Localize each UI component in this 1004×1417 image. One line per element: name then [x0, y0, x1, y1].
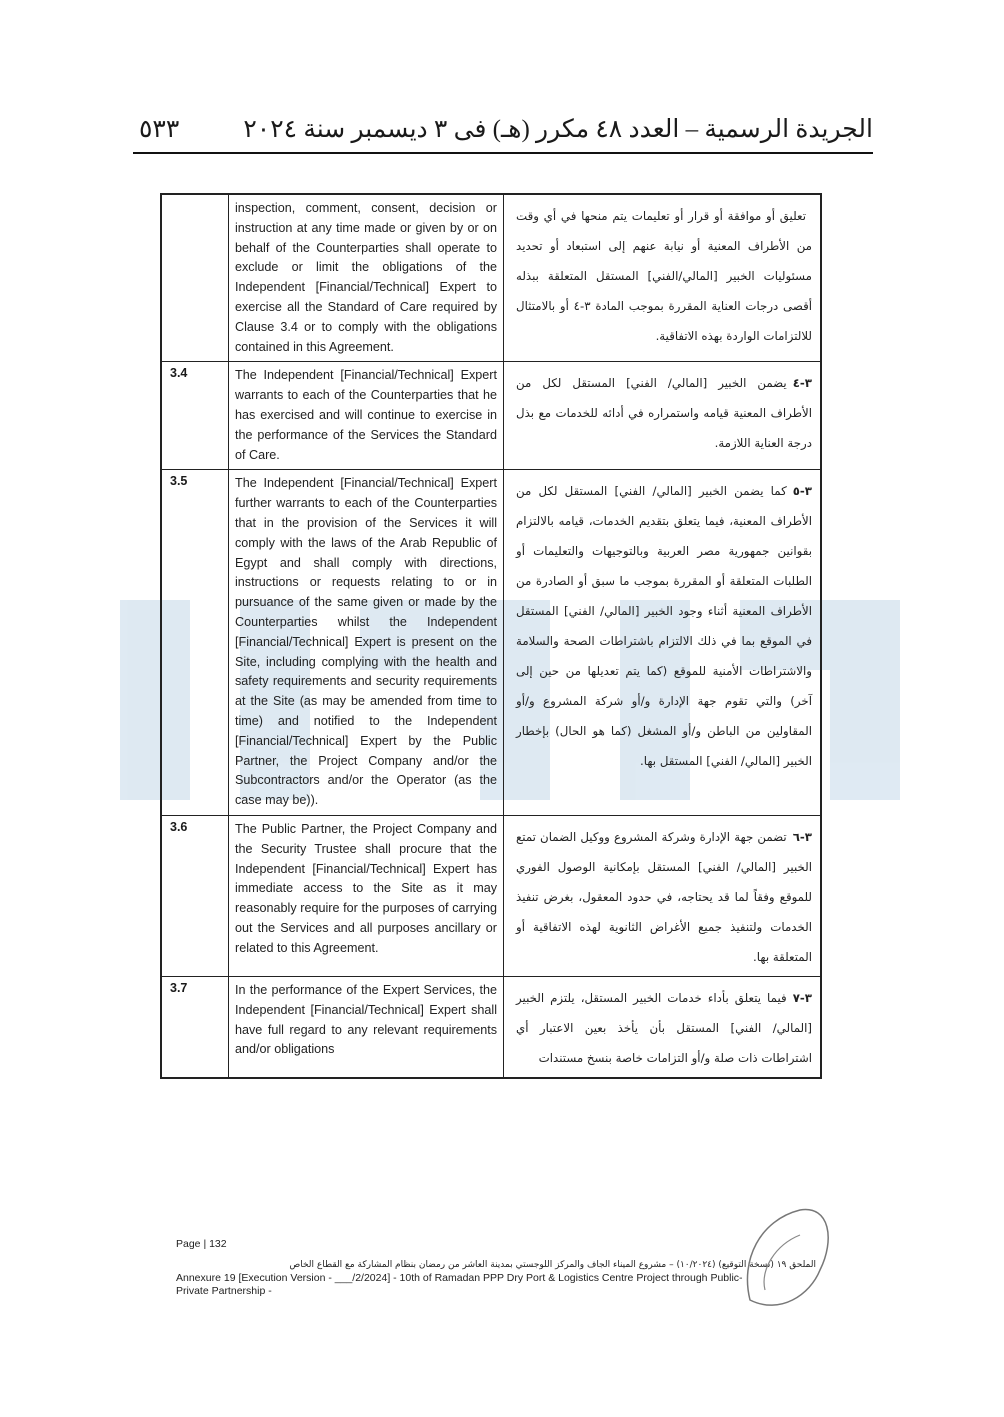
english-clause: In the performance of the Expert Services, the Independent [Financial/Technical] Expert shall have full regard to any relevant requirements and/or obligations: [229, 976, 504, 1078]
clause-number: 3.7: [161, 976, 229, 1078]
gazette-title: الجريدة الرسمية – العدد ٤٨ مكرر (هـ) فى ٣ ديسمبر سنة ٢٠٢٤: [243, 116, 873, 143]
arabic-clause-text: كما يضمن الخبير [المالي/ الفني] المستقل لكل من الأطراف المعنية، فيما يتعلق بتقديم الخدمات، قيامه بالالتزام بقوانين جمهورية مصر العربية وبالتوجيهات والتعليمات أو الطلبات المتعلقة أو المقررة بموجب ما سبق أو الصادرة من الأطراف المعنية أثناء وجود الخبير [المالي/ الفني] المستقل في الموقع بما في ذلك الالتزام باشتراطات الصحة والسلامة والاشتراطات الأمنية للموقع (كما يتم تعديلها من حين إلى آخر) والتي تقوم جهة الإدارة و/أو شركة المشروع و/أو المقاولين من الباطن و/أو المشغل (كما هو الحال) بإخطار الخبير [المالي/ الفني] المستقل بها.: [516, 484, 812, 769]
table-row: [161, 470, 821, 816]
footer-annex-line: Annexure 19 [Execution Version - ___/2/2024] - 10th of Ramadan PPP Dry Port & Logistics Centre Project through Public-: [176, 1272, 743, 1284]
arabic-clause: [504, 362, 822, 470]
arabic-clause: [504, 470, 822, 816]
agreement-table: [160, 193, 822, 1079]
seal-stamp: [730, 1200, 840, 1320]
table-row: [161, 194, 821, 362]
arabic-clause: [504, 815, 822, 976]
gazette-header: [133, 112, 873, 154]
footer-page-label: Page | 132: [176, 1238, 227, 1250]
arabic-clause-text: تعليق أو موافقة أو قرار أو تعليمات يتم منحها في أي وقت من الأطراف المعنية أو نيابة عنهم إلى استبعاد أو تحديد مسئوليات الخبير [المالي/الفني] المستقل المتعلقة ببذله أقصى درجات العناية المقررة بموجب المادة ٣-٤ أو بالامتثال للالتزامات الواردة بهذه الاتفاقية.: [516, 209, 813, 343]
arabic-clause-number: ٣-٦: [792, 829, 812, 844]
arabic-clause-number: ٣-٧: [792, 990, 812, 1005]
footer-annex-line-2: Private Partnership -: [176, 1285, 272, 1297]
footer-arabic-line: الملحق ١٩ (نسخة التوقيع) (١٠/٢٠٢٤) – مشروع الميناء الجاف والمركز اللوجستي بمدينة العاشر من رمضان بنظام المشاركة مع القطاع الخاص: [289, 1260, 816, 1270]
arabic-clause-text: تضمن جهة الإدارة وشركة المشروع ووكيل الضمان تمتع الخبير [المالي/ الفني] المستقل بإمكانية الوصول الفوري للموقع وفقاً لما قد يحتاجه، في حدود المعقول، بغرض تنفيذ الخدمات ولتنفيذ جميع الأغراض الثانوية لهذه الاتفاقية أو المتعلقة بها.: [516, 829, 812, 964]
english-clause: The Independent [Financial/Technical] Expert further warrants to each of the Counterparties that in the provision of the Services it will comply with the laws of the Arab Republic of Egypt and shall comply with directions, instructions or requests relating to or in pursuance of the same given or made by the Counterparties whilst the Independent [Financial/Technical] Expert is present on the Site, including complying with the health and safety requirements and security requirements at the Site (as may be amended from time to time) and notified to the Independent [Financial/Technical] Expert by the Public Partner, the Project Company and/or the Subcontractors and/or the Operator (as the case may be)).: [229, 470, 504, 816]
arabic-clause-text: فيما يتعلق بأداء خدمات الخبير المستقل، يلتزم الخبير [المالي/ الفني] المستقل بأن يأخذ بعين الاعتبار أي اشتراطات ذات صلة و/أو التزامات خاصة بنسخ مستندات: [516, 990, 812, 1065]
clause-number: 3.5: [161, 470, 229, 816]
table-row: [161, 976, 821, 1078]
page-footer: [176, 1238, 816, 1298]
clause-number: 3.6: [161, 815, 229, 976]
clause-number: [161, 194, 229, 362]
page-number: ٥٣٣: [139, 116, 180, 143]
english-clause: The Public Partner, the Project Company and the Security Trustee shall procure that the Independent [Financial/Technical] Expert has immediate access to the Site as it may reasonably require for the purposes of carrying out the Services and all purposes ancillary or related to this Agreement.: [229, 815, 504, 976]
table-row: [161, 815, 821, 976]
clause-number: 3.4: [161, 362, 229, 470]
table-row: [161, 362, 821, 470]
english-clause: inspection, comment, consent, decision or instruction at any time made or given by or on behalf of the Counterparties shall operate to exclude or limit the obligations of the Independent [Financial/Technical] Expert to exercise all the Standard of Care required by Clause 3.4 or to comply with the obligations contained in this Agreement.: [229, 194, 504, 362]
arabic-clause-number: ٣-٤: [792, 376, 812, 391]
arabic-clause: [504, 194, 822, 362]
arabic-clause: [504, 976, 822, 1078]
arabic-clause-text: يضمن الخبير [المالي/ الفني] المستقل لكل من الأطراف المعنية قيامه واستمراره في أدائه للخدمات مع بذل درجة العناية اللازمة.: [516, 376, 812, 451]
english-clause: The Independent [Financial/Technical] Expert warrants to each of the Counterparties that he has exercised and will continue to exercise in the performance of the Services the Standard of Care.: [229, 362, 504, 470]
arabic-clause-number: ٣-٥: [792, 484, 812, 499]
